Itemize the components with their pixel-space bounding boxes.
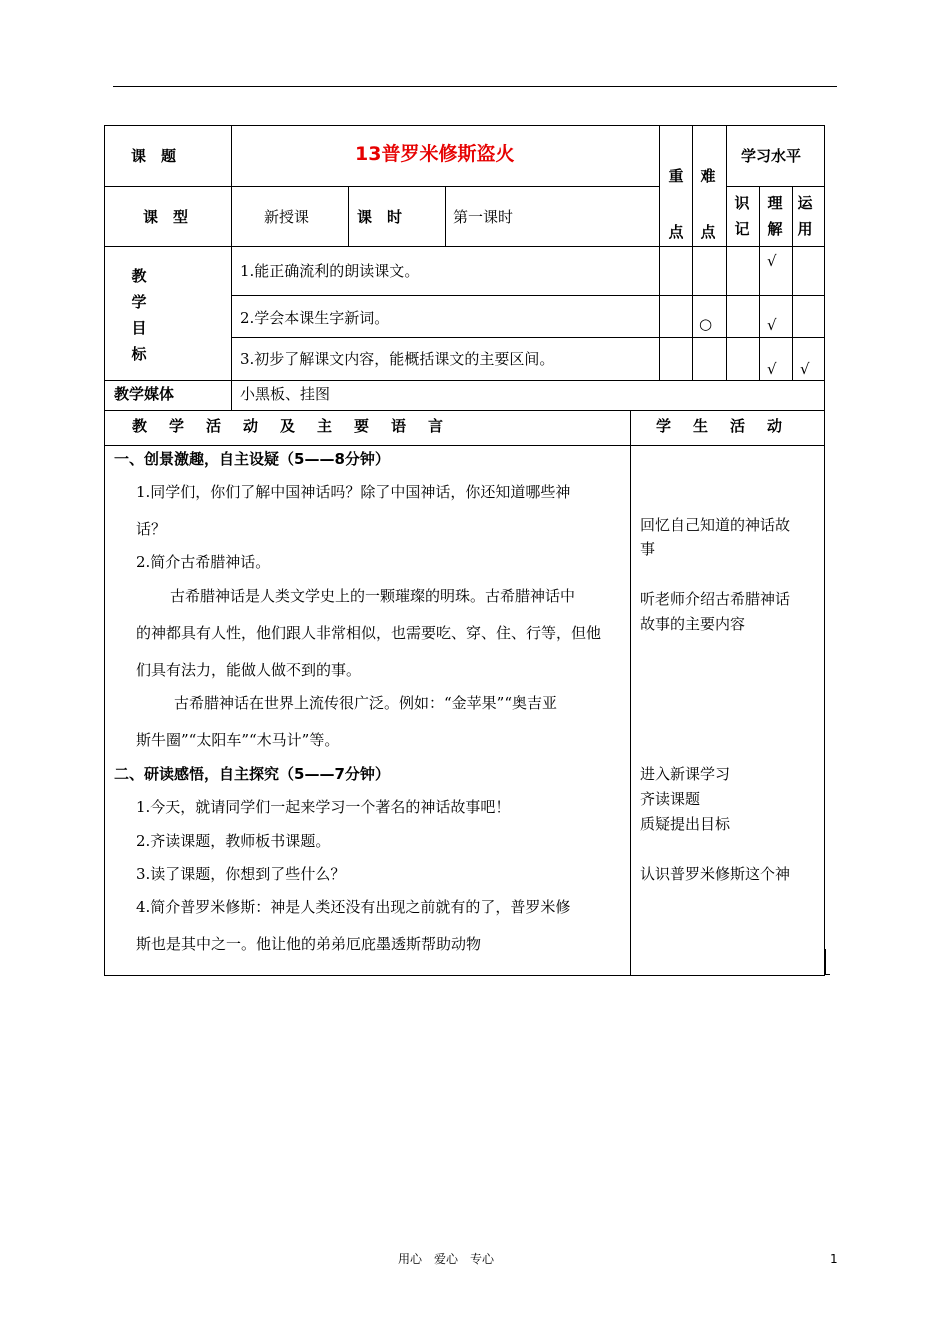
objective-item: 2.学会本课生字新词。 bbox=[240, 309, 390, 327]
body-line: 1.今天，就请同学们一起来学习一个著名的神话故事吧！ bbox=[136, 798, 511, 816]
row-divider bbox=[726, 186, 825, 187]
col-divider bbox=[792, 186, 793, 380]
body-line: 话？ bbox=[136, 520, 167, 538]
type-label: 课 型 bbox=[143, 208, 189, 226]
section-heading: 二、研读感悟，自主探究（5——7分钟） bbox=[114, 765, 390, 783]
row-divider bbox=[231, 337, 825, 338]
col-divider bbox=[659, 126, 660, 380]
student-activity-line: 进入新课学习 bbox=[640, 765, 731, 783]
student-activity-line: 认识普罗米修斯这个神 bbox=[640, 865, 791, 883]
body-line: 3.读了课题，你想到了些什么？ bbox=[136, 865, 346, 883]
topic-label: 课 题 bbox=[131, 147, 177, 165]
row-divider bbox=[231, 295, 825, 296]
understand-check: √ bbox=[767, 360, 777, 378]
student-activity-header: 学生活动 bbox=[656, 417, 805, 435]
period-value: 第一课时 bbox=[453, 208, 514, 226]
student-activity-line: 故事的主要内容 bbox=[640, 615, 746, 633]
teacher-activity-header: 教学活动及主要语言 bbox=[132, 417, 466, 435]
body-line: 的神都具有人性，他们跟人非常相似，也需要吃、穿、住、行等，但他 bbox=[136, 624, 602, 642]
row-divider bbox=[105, 445, 825, 446]
body-line: 古希腊神话在世界上流传很广泛。例如：“金苹果”“奥吉亚 bbox=[174, 694, 558, 712]
row-divider bbox=[105, 380, 825, 381]
col-divider bbox=[692, 126, 693, 380]
row-divider bbox=[105, 186, 659, 187]
col-divider bbox=[445, 186, 446, 246]
footer-motto: 用心 爱心 专心 bbox=[398, 1252, 495, 1266]
level-understand-header: 理 解 bbox=[767, 194, 783, 238]
objectives-label: 教 学 目 标 bbox=[131, 267, 147, 363]
level-apply-header: 运 用 bbox=[797, 194, 813, 238]
media-label: 教学媒体 bbox=[114, 385, 175, 403]
col-divider bbox=[348, 186, 349, 246]
body-line: 古希腊神话是人类文学史上的一颗璀璨的明珠。古希腊神话中 bbox=[170, 587, 576, 605]
student-activity-line: 事 bbox=[640, 540, 656, 558]
difficulty-circle: ○ bbox=[699, 315, 713, 333]
understand-check: √ bbox=[767, 316, 777, 334]
level-header: 学习水平 bbox=[741, 147, 802, 165]
student-activity-line: 质疑提出目标 bbox=[640, 815, 731, 833]
difficulty-header: 难 点 bbox=[700, 167, 716, 241]
student-activity-line: 齐读课题 bbox=[640, 790, 701, 808]
level-memorize-header: 识 记 bbox=[734, 194, 750, 238]
student-activity-line: 回忆自己知道的神话故 bbox=[640, 516, 791, 534]
body-line: 们具有法力，能做人做不到的事。 bbox=[136, 661, 362, 679]
header-rule bbox=[113, 86, 837, 87]
body-line: 斯牛圈”“太阳车”“木马计”等。 bbox=[136, 731, 340, 749]
objective-item: 3.初步了解课文内容，能概括课文的主要区间。 bbox=[240, 350, 555, 368]
objective-item: 1.能正确流利的朗读课文。 bbox=[240, 262, 420, 280]
period-label: 课 时 bbox=[357, 208, 403, 226]
lesson-title: 13普罗米修斯盗火 bbox=[355, 143, 515, 165]
student-activity-line: 听老师介绍古希腊神话 bbox=[640, 590, 791, 608]
col-divider bbox=[726, 126, 727, 380]
media-value: 小黑板、挂图 bbox=[240, 385, 331, 403]
apply-check: √ bbox=[800, 360, 810, 378]
col-divider bbox=[630, 410, 631, 976]
col-divider bbox=[231, 380, 232, 410]
key-point-header: 重 点 bbox=[668, 167, 684, 241]
body-line: 2.齐读课题，教师板书课题。 bbox=[136, 832, 331, 850]
understand-check: √ bbox=[767, 252, 777, 270]
type-value: 新授课 bbox=[264, 208, 310, 226]
body-line: 4.简介普罗米修斯：神是人类还没有出现之前就有的了，普罗米修 bbox=[136, 898, 571, 916]
body-line: 1.同学们，你们了解中国神话吗？除了中国神话，你还知道哪些神 bbox=[136, 483, 571, 501]
body-line: 2.简介古希腊神话。 bbox=[136, 553, 271, 571]
col-divider bbox=[759, 186, 760, 380]
page-number: 1 bbox=[830, 1252, 838, 1266]
section-heading: 一、创景激趣，自主设疑（5——8分钟） bbox=[114, 450, 390, 468]
row-divider bbox=[105, 410, 825, 411]
table-corner-mark bbox=[825, 949, 830, 975]
body-line: 斯也是其中之一。他让他的弟弟厄庇墨透斯帮助动物 bbox=[136, 935, 482, 953]
col-divider bbox=[231, 126, 232, 380]
